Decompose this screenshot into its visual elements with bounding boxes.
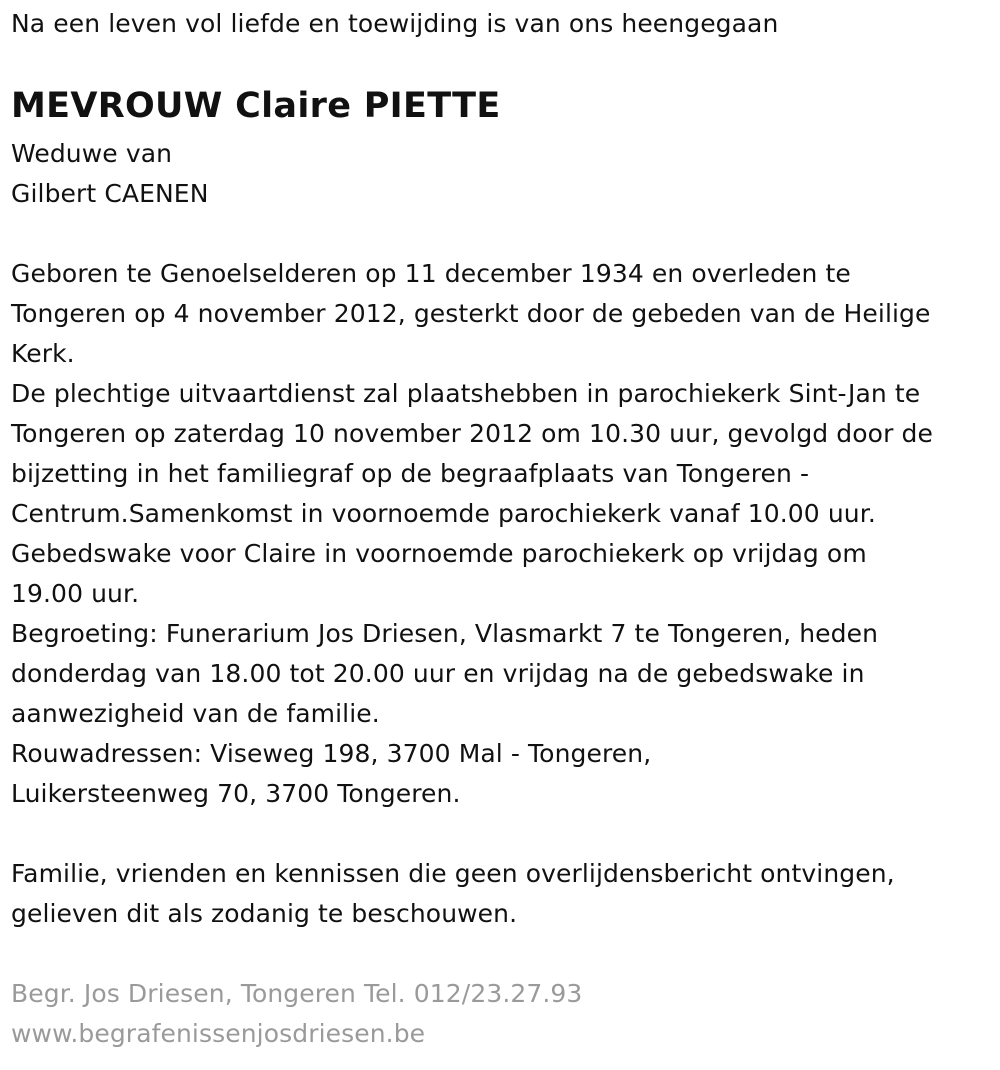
body-line: Gebedswake voor Claire in voornoemde parochiekerk op vrijdag om [11, 539, 867, 568]
body-line: bijzetting in het familiegraf op de begraafplaats van Tongeren - [11, 459, 810, 488]
body-line: Kerk. [11, 339, 75, 368]
funeral-home-website: www.begrafenissenjosdriesen.be [11, 1019, 426, 1048]
closing-line: gelieven dit als zodanig te beschouwen. [11, 899, 518, 928]
body-line: Rouwadressen: Viseweg 198, 3700 Mal - Tongeren, [11, 739, 652, 768]
body-line: Tongeren op 4 november 2012, gesterkt door de gebeden van de Heilige [11, 299, 931, 328]
deceased-name: MEVROUW Claire PIETTE [11, 86, 501, 126]
body-line: Luikersteenweg 70, 3700 Tongeren. [11, 779, 461, 808]
body-line: 19.00 uur. [11, 579, 140, 608]
body-line: Centrum.Samenkomst in voornoemde parochiekerk vanaf 10.00 uur. [11, 499, 876, 528]
body-line: Tongeren op zaterdag 10 november 2012 om 10.30 uur, gevolgd door de [11, 419, 933, 448]
intro-text: Na een leven vol liefde en toewijding is van ons heengegaan [11, 9, 779, 38]
body-line: Geboren te Genoelselderen op 11 december 1934 en overleden te [11, 259, 851, 288]
spouse-name: Gilbert CAENEN [11, 179, 209, 208]
body-line: De plechtige uitvaartdienst zal plaatshebben in parochiekerk Sint-Jan te [11, 379, 921, 408]
body-line: Begroeting: Funerarium Jos Driesen, Vlasmarkt 7 te Tongeren, heden [11, 619, 879, 648]
funeral-home-contact: Begr. Jos Driesen, Tongeren Tel. 012/23.27.93 [11, 979, 583, 1008]
body-line: aanwezigheid van de familie. [11, 699, 380, 728]
body-line: donderdag van 18.00 tot 20.00 uur en vrijdag na de gebedswake in [11, 659, 865, 688]
spouse-label: Weduwe van [11, 139, 173, 168]
closing-line: Familie, vrienden en kennissen die geen overlijdensbericht ontvingen, [11, 859, 895, 888]
